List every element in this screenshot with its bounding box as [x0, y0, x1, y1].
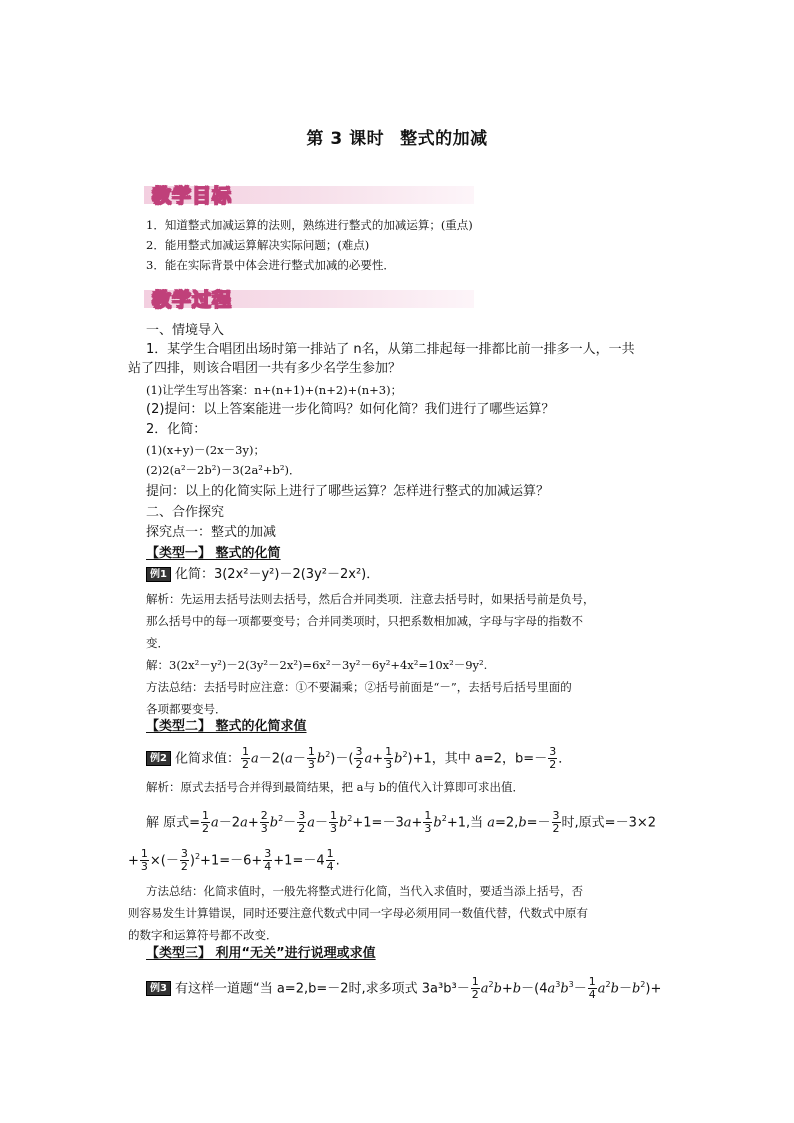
- type-3-heading: 【类型三】 利用“无关”进行说理或求值: [146, 946, 376, 961]
- example-1-method-2: 各项都要变号．: [146, 702, 227, 716]
- type-1-heading: 【类型一】 整式的化简: [146, 546, 281, 561]
- example-2-tail: ，其中 a=2，b=－: [431, 751, 548, 767]
- lesson-number: 第 3 课时: [306, 129, 385, 149]
- example-1-analysis-2: 那么括号中的每一项都要变号；合并同类项时，只把系数相加减，字母与字母的指数不: [146, 614, 583, 628]
- example-1-solution: 解：3(2x²－y²)－2(3y²－2x²)=6x²－3y²－6y²+4x²=10x²－9y².: [146, 658, 488, 672]
- example-2-lead: 化简求值：: [174, 751, 240, 767]
- example-2-method-2: 则容易发生计算错误，同时还要注意代数式中同一字母必须用同一数值代替，代数式中原有: [128, 906, 588, 920]
- example-2-solution-lead: 解 原式=: [146, 815, 201, 831]
- example-3-text: 有这样一道题“当 a=2,b=－2时,求多项式 3a³b³－: [174, 981, 470, 997]
- goal-2: 2．能用整式加减运算解决实际问题；(难点): [146, 238, 370, 252]
- teaching-goals-banner: 教学目标: [144, 180, 474, 208]
- lesson-topic: 整式的加减: [400, 129, 488, 149]
- example-2-analysis: 解析：原式去括号合并得到最简结果，把 a与 b的值代入计算即可求出值．: [146, 780, 525, 794]
- problem-1-line-1: 1．某学生合唱团出场时第一排站了 n名，从第二排起每一排都比前一排多一人，一共: [146, 342, 635, 357]
- example-2: 例2 化简求值： $\frac{1}{2}$ a－2(a－ $\frac{1}{3}$ $b^2)-$( $\frac{3}{2}$ a+ $\frac{1}{3}$ $b^2)+1$，其中 a=2，b=－ $\frac{3}{2}$ ．: [146, 742, 571, 772]
- lesson-title: [0, 124, 794, 149]
- example-1-analysis-1: 解析：先运用去括号法则去括号，然后合并同类项．注意去括号时，如果括号前是负号，: [146, 592, 595, 606]
- example-1-text: 化简：3(2x²－y²)－2(3y²－2x²)．: [174, 567, 380, 582]
- problem-1-line-2: 站了四排，则该合唱团一共有多少名学生参加？: [128, 361, 402, 376]
- example-2-method-3: 的数字和运算符号都不改变．: [128, 928, 278, 942]
- explore-point-1: 探究点一：整式的加减: [146, 525, 277, 540]
- section-intro: 一、情境导入: [146, 323, 225, 338]
- example-2-tag: 例2: [146, 751, 171, 766]
- goal-1: 1．知道整式加减运算的法则，熟练进行整式的加减运算；(重点): [146, 218, 473, 232]
- problem-2: 2．化简：: [146, 422, 207, 437]
- teaching-process-banner: 教学过程: [144, 284, 474, 312]
- goal-3: 3．能在实际背景中体会进行整式加减的必要性．: [146, 258, 395, 272]
- problem-2-part-2: (2)2(a²－2b²)－3(2a²+b²)．: [146, 463, 301, 477]
- example-3-tag: 例3: [146, 981, 171, 996]
- problem-1-question: (2)提问：以上答案能进一步化简吗？如何化简？我们进行了哪些运算？: [146, 402, 555, 417]
- example-3: 例3 有这样一道题“当 a=2,b=－2时,求多项式 3a³b³－ $\frac{1}{2}$ $a^2b+b-(4a^3b^3-$ $\frac{1}{4}$ $a^2b-b^2)+$: [146, 972, 661, 1002]
- example-2-method-1: 方法总结：化简求值时，一般先将整式进行化简，当代入求值时，要适当添上括号，否: [146, 884, 583, 898]
- problem-2-question: 提问：以上的化简实际上进行了哪些运算？怎样进行整式的加减运算？: [146, 484, 550, 499]
- example-1-analysis-3: 变．: [146, 636, 169, 650]
- type-2-heading: 【类型二】 整式的化简求值: [146, 719, 307, 734]
- example-1-tag: 例1: [146, 567, 171, 582]
- section-cooperation: 二、合作探究: [146, 505, 225, 520]
- problem-1-answer: (1)让学生写出答案：n+(n+1)+(n+2)+(n+3)；: [146, 383, 403, 397]
- example-2-solution-2: + $\frac{1}{3}$ ×(－ $\frac{3}{2}$ )$^2$+1=－6+ $\frac{3}{4}$ +1=－4 $\frac{1}{4}$ .: [128, 847, 340, 874]
- example-1-method-1: 方法总结：去括号时应注意：①不要漏乘；②括号前面是“－”，去括号后括号里面的: [146, 680, 572, 694]
- example-1: [146, 566, 379, 584]
- example-2-solution-1: 解 原式= $\frac{1}{2}$ a－2a+ $\frac{2}{3}$ $b^2-$ $\frac{3}{2}$ a－ $\frac{1}{3}$ $b^2+1=-3a+$ $\frac{1}{3}$ $b^2+1$,当 a=2,b=－ $\frac{3}{2}$ 时,原式=－3×2: [146, 809, 657, 836]
- problem-2-part-1: (1)(x+y)－(2x－3y)；: [146, 443, 265, 457]
